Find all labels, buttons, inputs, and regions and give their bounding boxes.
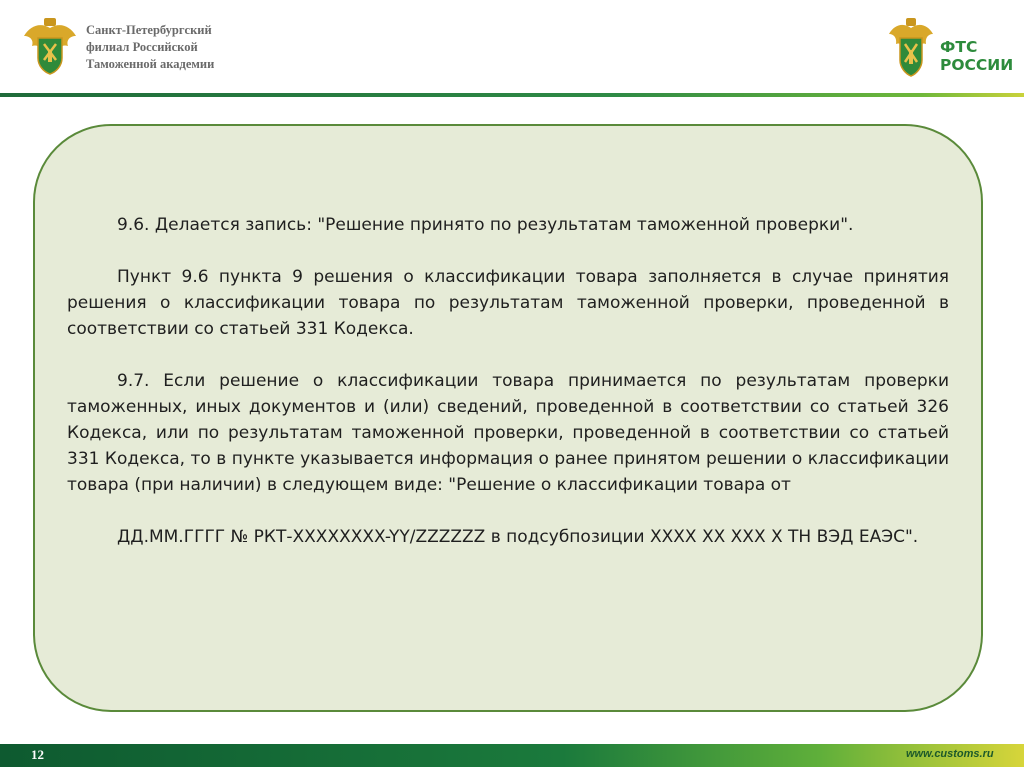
footer-bar: [0, 744, 1024, 767]
paragraph: 9.6. Делается запись: "Решение принято по результатам таможенной проверки".: [117, 215, 854, 235]
header: [0, 0, 1024, 96]
paragraph: 9.7. Если решение о классификации товара принимается по результатам проверки таможенных, иных документов и (или) сведений, проведенной в соответствии со статьей 326 Кодекса, или по результатам таможенной проверки, проведенной в соответствии со статьей 331 Кодекса, то в пункте указывается информация о ранее принятом решении о классификации товара (при наличии) в следующем виде: "Решение о классификации товара от: [67, 371, 949, 495]
paragraph: Пункт 9.6 пункта 9 решения о классификации товара заполняется в случае принятия решения о классификации товара по результатам таможенной проверки, проведенной в соответствии со статьей 331 Кодекса.: [67, 267, 949, 339]
fts-emblem-icon: [888, 14, 934, 80]
paragraph: ДД.ММ.ГГГГ № РКТ-XXXXXXXX-YY/ZZZZZZ в подсубпозиции XXXX XX XXX X ТН ВЭД ЕАЭС".: [117, 527, 919, 547]
academy-line: Таможенной академии: [86, 57, 215, 71]
page-number: 12: [31, 747, 44, 762]
academy-line: филиал Российской: [86, 40, 198, 54]
slide-text: [67, 212, 949, 550]
fts-line: ФТС: [940, 38, 978, 56]
fts-logo-text: [940, 38, 1013, 74]
academy-name: [86, 22, 306, 73]
website-link[interactable]: www.customs.ru: [906, 748, 994, 760]
fts-line: РОССИИ: [940, 56, 1014, 74]
header-divider: [0, 93, 1024, 97]
academy-line: Санкт-Петербургский: [86, 23, 212, 37]
eagle-emblem-icon: [22, 14, 78, 78]
